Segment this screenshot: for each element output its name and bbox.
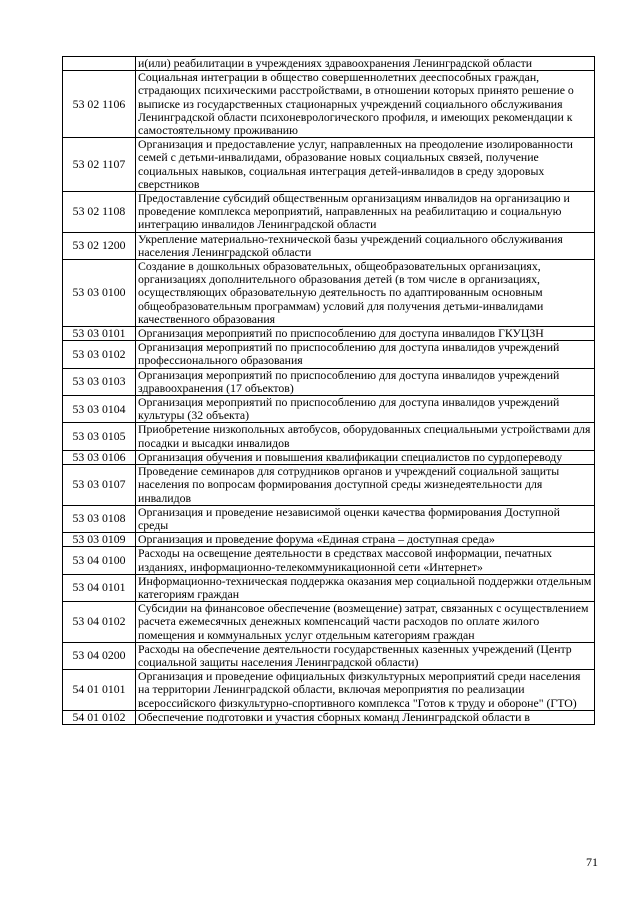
row-description: Создание в дошкольных образовательных, общеобразовательных организациях, организациях дополнительного образования детей (в том числе в организациях, осуществляющих образовательную деятельность по адаптированным основным общеобразовательным программам) условий для получения детьми-инвалидами качественного образования xyxy=(136,260,595,327)
table-row xyxy=(63,423,595,450)
row-description: Социальная интеграции в общество совершеннолетних дееспособных граждан, страдающих психическими расстройствами, в отношении которых принято решение о выписке из государственных стационарных учреждений социального обслуживания Ленинградской области психоневрологического профиля, и имеющих рекомендации к самостоятельному проживанию xyxy=(136,71,595,138)
table-row xyxy=(63,642,595,669)
row-code: 53 04 0102 xyxy=(63,602,136,643)
table-row xyxy=(63,710,595,724)
table-row xyxy=(63,260,595,327)
row-code: 53 02 1108 xyxy=(63,192,136,233)
row-description: Организация и предоставление услуг, направленных на преодоление изолированности семей с детьми-инвалидами, образование новых социальных связей, получение социальных навыков, социальная интеграция детей-инвалидов в среду здоровых сверстников xyxy=(136,138,595,192)
budget-codes-table xyxy=(62,56,595,725)
table-row xyxy=(63,341,595,368)
row-description: Расходы на освещение деятельности в средствах массовой информации, печатных изданиях, информационно-телекоммуникационной сети «Интернет» xyxy=(136,547,595,574)
table-row xyxy=(63,465,595,506)
row-description: Укрепление материально-технической базы учреждений социального обслуживания населения Ленинградской области xyxy=(136,232,595,259)
table-row xyxy=(63,602,595,643)
row-code xyxy=(63,57,136,71)
table-row xyxy=(63,232,595,259)
row-code: 53 04 0100 xyxy=(63,547,136,574)
row-description: Организация мероприятий по приспособлению для доступа инвалидов учреждений здравоохранения (17 объектов) xyxy=(136,368,595,395)
table-body xyxy=(63,57,595,725)
table-row xyxy=(63,396,595,423)
table-row xyxy=(63,670,595,711)
row-description: Проведение семинаров для сотрудников органов и учреждений социальной защиты населения по вопросам формирования доступной среды жизнедеятельности для инвалидов xyxy=(136,465,595,506)
table-row xyxy=(63,368,595,395)
row-description: Организация обучения и повышения квалификации специалистов по сурдопереводу xyxy=(136,450,595,464)
row-code: 53 03 0106 xyxy=(63,450,136,464)
table-row xyxy=(63,574,595,601)
page-number: 71 xyxy=(586,855,598,869)
table-row xyxy=(63,327,595,341)
row-code: 53 03 0109 xyxy=(63,533,136,547)
row-description: Предоставление субсидий общественным организациям инвалидов на организацию и проведение комплекса мероприятий, направленных на реабилитацию и социальную интеграцию инвалидов Ленинградской области xyxy=(136,192,595,233)
row-description: Информационно-техническая поддержка оказания мер социальной поддержки отдельным категориям граждан xyxy=(136,574,595,601)
row-description: Расходы на обеспечение деятельности государственных казенных учреждений (Центр социальной защиты населения Ленинградской области) xyxy=(136,642,595,669)
row-description: Организация мероприятий по приспособлению для доступа инвалидов учреждений культуры (32 объекта) xyxy=(136,396,595,423)
row-code: 53 02 1107 xyxy=(63,138,136,192)
row-code: 54 01 0102 xyxy=(63,710,136,724)
row-description: Организация и проведение форума «Единая страна – доступная среда» xyxy=(136,533,595,547)
row-code: 53 02 1106 xyxy=(63,71,136,138)
table-row xyxy=(63,192,595,233)
row-code: 53 03 0105 xyxy=(63,423,136,450)
row-code: 53 03 0100 xyxy=(63,260,136,327)
table-row xyxy=(63,533,595,547)
row-description: Организация мероприятий по приспособлению для доступа инвалидов учреждений профессионального образования xyxy=(136,341,595,368)
row-code: 53 04 0200 xyxy=(63,642,136,669)
table-row xyxy=(63,547,595,574)
row-description: Приобретение низкопольных автобусов, оборудованных специальными устройствами для посадки и высадки инвалидов xyxy=(136,423,595,450)
row-code: 53 03 0104 xyxy=(63,396,136,423)
row-code: 53 02 1200 xyxy=(63,232,136,259)
row-code: 53 04 0101 xyxy=(63,574,136,601)
row-code: 53 03 0101 xyxy=(63,327,136,341)
row-code: 53 03 0102 xyxy=(63,341,136,368)
row-description: Организация и проведение независимой оценки качества формирования Доступной среды xyxy=(136,505,595,532)
row-description: Субсидии на финансовое обеспечение (возмещение) затрат, связанных с осуществлением расчета ежемесячных денежных компенсаций части расходов по оплате жилого помещения и коммунальных услуг отдельным категориям граждан xyxy=(136,602,595,643)
table-row xyxy=(63,57,595,71)
row-description: Организация и проведение официальных физкультурных мероприятий среди населения на территории Ленинградской области, включая мероприятия по реализации всероссийского физкультурно-спортивного комплекса "Готов к труду и обороне" (ГТО) xyxy=(136,670,595,711)
table-row xyxy=(63,71,595,138)
row-code: 53 03 0107 xyxy=(63,465,136,506)
row-code: 53 03 0108 xyxy=(63,505,136,532)
table-row xyxy=(63,450,595,464)
table-row xyxy=(63,505,595,532)
row-description: и(или) реабилитации в учреждениях здравоохранения Ленинградской области xyxy=(136,57,595,71)
row-code: 54 01 0101 xyxy=(63,670,136,711)
row-code: 53 03 0103 xyxy=(63,368,136,395)
row-description: Обеспечение подготовки и участия сборных команд Ленинградской области в xyxy=(136,710,595,724)
table-row xyxy=(63,138,595,192)
row-description: Организация мероприятий по приспособлению для доступа инвалидов ГКУЦЗН xyxy=(136,327,595,341)
